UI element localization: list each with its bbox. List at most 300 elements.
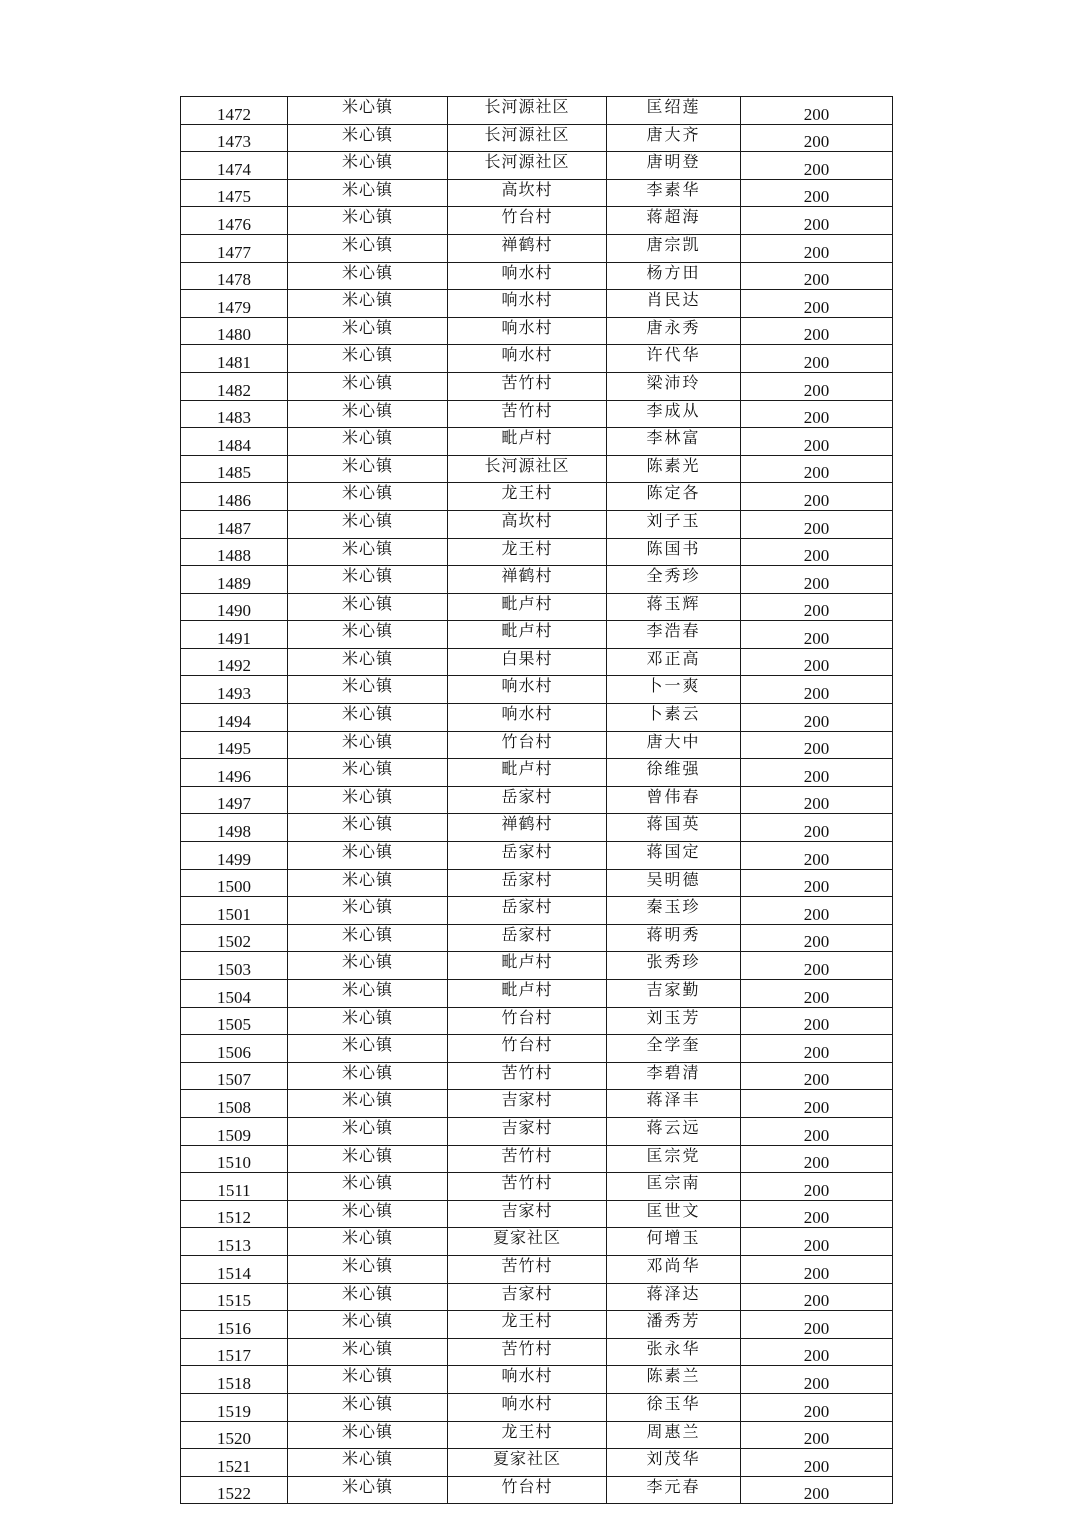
table-row xyxy=(181,1117,893,1145)
serial-number-cell: 1483 xyxy=(181,400,288,428)
amount-cell: 200 xyxy=(741,124,893,152)
village-cell: 苦竹村 xyxy=(448,372,607,400)
table-row xyxy=(181,1090,893,1118)
town-cell: 米心镇 xyxy=(288,1117,448,1145)
person-name-cell: 唐宗凯 xyxy=(607,234,741,262)
village-cell: 苦竹村 xyxy=(448,400,607,428)
village-cell: 夏家社区 xyxy=(448,1449,607,1477)
serial-number-cell: 1509 xyxy=(181,1117,288,1145)
village-cell: 竹台村 xyxy=(448,1476,607,1504)
amount-cell: 200 xyxy=(741,1007,893,1035)
town-cell: 米心镇 xyxy=(288,814,448,842)
amount-cell: 200 xyxy=(741,1338,893,1366)
amount-cell: 200 xyxy=(741,428,893,456)
table-row xyxy=(181,648,893,676)
village-cell: 龙王村 xyxy=(448,483,607,511)
table-row xyxy=(181,538,893,566)
person-name-cell: 匡世文 xyxy=(607,1200,741,1228)
person-name-cell: 刘玉芳 xyxy=(607,1007,741,1035)
town-cell: 米心镇 xyxy=(288,538,448,566)
town-cell: 米心镇 xyxy=(288,621,448,649)
village-cell: 白果村 xyxy=(448,648,607,676)
amount-cell: 200 xyxy=(741,1366,893,1394)
village-cell: 响水村 xyxy=(448,262,607,290)
person-name-cell: 李林富 xyxy=(607,428,741,456)
person-name-cell: 周惠兰 xyxy=(607,1421,741,1449)
table-row xyxy=(181,1283,893,1311)
serial-number-cell: 1508 xyxy=(181,1090,288,1118)
table-row xyxy=(181,345,893,373)
table-row xyxy=(181,1145,893,1173)
serial-number-cell: 1522 xyxy=(181,1476,288,1504)
town-cell: 米心镇 xyxy=(288,1007,448,1035)
amount-cell: 200 xyxy=(741,1476,893,1504)
village-cell: 响水村 xyxy=(448,345,607,373)
serial-number-cell: 1493 xyxy=(181,676,288,704)
serial-number-cell: 1521 xyxy=(181,1449,288,1477)
village-cell: 毗卢村 xyxy=(448,593,607,621)
table-row xyxy=(181,428,893,456)
amount-cell: 200 xyxy=(741,1228,893,1256)
town-cell: 米心镇 xyxy=(288,1090,448,1118)
table-row xyxy=(181,1449,893,1477)
table-row xyxy=(181,1173,893,1201)
serial-number-cell: 1479 xyxy=(181,290,288,318)
amount-cell: 200 xyxy=(741,676,893,704)
serial-number-cell: 1503 xyxy=(181,952,288,980)
table-row xyxy=(181,924,893,952)
table-row xyxy=(181,152,893,180)
amount-cell: 200 xyxy=(741,1283,893,1311)
table-row xyxy=(181,1035,893,1063)
amount-cell: 200 xyxy=(741,262,893,290)
amount-cell: 200 xyxy=(741,400,893,428)
village-cell: 龙王村 xyxy=(448,1421,607,1449)
village-cell: 竹台村 xyxy=(448,1035,607,1063)
serial-number-cell: 1497 xyxy=(181,786,288,814)
village-cell: 龙王村 xyxy=(448,538,607,566)
person-name-cell: 蒋明秀 xyxy=(607,924,741,952)
serial-number-cell: 1480 xyxy=(181,317,288,345)
town-cell: 米心镇 xyxy=(288,1145,448,1173)
town-cell: 米心镇 xyxy=(288,1338,448,1366)
person-name-cell: 唐永秀 xyxy=(607,317,741,345)
village-cell: 响水村 xyxy=(448,1393,607,1421)
serial-number-cell: 1498 xyxy=(181,814,288,842)
table-row xyxy=(181,897,893,925)
serial-number-cell: 1504 xyxy=(181,980,288,1008)
table-row xyxy=(181,842,893,870)
serial-number-cell: 1502 xyxy=(181,924,288,952)
table-row xyxy=(181,1200,893,1228)
serial-number-cell: 1500 xyxy=(181,869,288,897)
town-cell: 米心镇 xyxy=(288,980,448,1008)
amount-cell: 200 xyxy=(741,152,893,180)
town-cell: 米心镇 xyxy=(288,483,448,511)
village-cell: 竹台村 xyxy=(448,731,607,759)
table-row xyxy=(181,1062,893,1090)
town-cell: 米心镇 xyxy=(288,97,448,125)
amount-cell: 200 xyxy=(741,372,893,400)
person-name-cell: 蒋超海 xyxy=(607,207,741,235)
town-cell: 米心镇 xyxy=(288,676,448,704)
table-row xyxy=(181,593,893,621)
town-cell: 米心镇 xyxy=(288,704,448,732)
table-row xyxy=(181,455,893,483)
serial-number-cell: 1511 xyxy=(181,1173,288,1201)
table-row xyxy=(181,207,893,235)
town-cell: 米心镇 xyxy=(288,1311,448,1339)
amount-cell: 200 xyxy=(741,1393,893,1421)
table-row xyxy=(181,731,893,759)
serial-number-cell: 1487 xyxy=(181,510,288,538)
town-cell: 米心镇 xyxy=(288,1255,448,1283)
table-row xyxy=(181,621,893,649)
amount-cell: 200 xyxy=(741,538,893,566)
serial-number-cell: 1518 xyxy=(181,1366,288,1394)
subsidy-list-sheet xyxy=(180,96,892,1504)
serial-number-cell: 1516 xyxy=(181,1311,288,1339)
person-name-cell: 蒋玉辉 xyxy=(607,593,741,621)
village-cell: 长河源社区 xyxy=(448,455,607,483)
serial-number-cell: 1491 xyxy=(181,621,288,649)
amount-cell: 200 xyxy=(741,869,893,897)
table-row xyxy=(181,1366,893,1394)
serial-number-cell: 1513 xyxy=(181,1228,288,1256)
amount-cell: 200 xyxy=(741,510,893,538)
person-name-cell: 许代华 xyxy=(607,345,741,373)
amount-cell: 200 xyxy=(741,980,893,1008)
town-cell: 米心镇 xyxy=(288,317,448,345)
town-cell: 米心镇 xyxy=(288,455,448,483)
serial-number-cell: 1489 xyxy=(181,566,288,594)
table-row xyxy=(181,952,893,980)
amount-cell: 200 xyxy=(741,952,893,980)
person-name-cell: 秦玉珍 xyxy=(607,897,741,925)
table-row xyxy=(181,1228,893,1256)
village-cell: 岳家村 xyxy=(448,869,607,897)
recipient-table xyxy=(180,96,893,1504)
person-name-cell: 潘秀芳 xyxy=(607,1311,741,1339)
village-cell: 苦竹村 xyxy=(448,1338,607,1366)
serial-number-cell: 1492 xyxy=(181,648,288,676)
serial-number-cell: 1482 xyxy=(181,372,288,400)
serial-number-cell: 1515 xyxy=(181,1283,288,1311)
town-cell: 米心镇 xyxy=(288,731,448,759)
amount-cell: 200 xyxy=(741,1311,893,1339)
serial-number-cell: 1496 xyxy=(181,759,288,787)
serial-number-cell: 1506 xyxy=(181,1035,288,1063)
amount-cell: 200 xyxy=(741,1255,893,1283)
table-row xyxy=(181,234,893,262)
person-name-cell: 吴明德 xyxy=(607,869,741,897)
person-name-cell: 徐玉华 xyxy=(607,1393,741,1421)
person-name-cell: 肖民达 xyxy=(607,290,741,318)
person-name-cell: 杨方田 xyxy=(607,262,741,290)
serial-number-cell: 1478 xyxy=(181,262,288,290)
serial-number-cell: 1505 xyxy=(181,1007,288,1035)
serial-number-cell: 1486 xyxy=(181,483,288,511)
village-cell: 竹台村 xyxy=(448,207,607,235)
village-cell: 高坎村 xyxy=(448,179,607,207)
person-name-cell: 匡宗党 xyxy=(607,1145,741,1173)
amount-cell: 200 xyxy=(741,207,893,235)
town-cell: 米心镇 xyxy=(288,897,448,925)
town-cell: 米心镇 xyxy=(288,566,448,594)
person-name-cell: 李成从 xyxy=(607,400,741,428)
serial-number-cell: 1488 xyxy=(181,538,288,566)
person-name-cell: 蒋云远 xyxy=(607,1117,741,1145)
table-row xyxy=(181,704,893,732)
serial-number-cell: 1501 xyxy=(181,897,288,925)
table-row xyxy=(181,1338,893,1366)
person-name-cell: 陈素兰 xyxy=(607,1366,741,1394)
amount-cell: 200 xyxy=(741,483,893,511)
serial-number-cell: 1490 xyxy=(181,593,288,621)
town-cell: 米心镇 xyxy=(288,1035,448,1063)
person-name-cell: 李素华 xyxy=(607,179,741,207)
town-cell: 米心镇 xyxy=(288,1200,448,1228)
amount-cell: 200 xyxy=(741,897,893,925)
table-row xyxy=(181,1421,893,1449)
village-cell: 岳家村 xyxy=(448,786,607,814)
town-cell: 米心镇 xyxy=(288,759,448,787)
serial-number-cell: 1473 xyxy=(181,124,288,152)
village-cell: 岳家村 xyxy=(448,897,607,925)
village-cell: 禅鹤村 xyxy=(448,234,607,262)
town-cell: 米心镇 xyxy=(288,1366,448,1394)
village-cell: 长河源社区 xyxy=(448,124,607,152)
table-row xyxy=(181,290,893,318)
village-cell: 响水村 xyxy=(448,704,607,732)
amount-cell: 200 xyxy=(741,924,893,952)
town-cell: 米心镇 xyxy=(288,1449,448,1477)
person-name-cell: 曾伟春 xyxy=(607,786,741,814)
person-name-cell: 匡绍莲 xyxy=(607,97,741,125)
amount-cell: 200 xyxy=(741,731,893,759)
person-name-cell: 唐大齐 xyxy=(607,124,741,152)
town-cell: 米心镇 xyxy=(288,1062,448,1090)
serial-number-cell: 1514 xyxy=(181,1255,288,1283)
person-name-cell: 蒋国定 xyxy=(607,842,741,870)
village-cell: 响水村 xyxy=(448,317,607,345)
town-cell: 米心镇 xyxy=(288,869,448,897)
serial-number-cell: 1499 xyxy=(181,842,288,870)
table-row xyxy=(181,1007,893,1035)
serial-number-cell: 1510 xyxy=(181,1145,288,1173)
person-name-cell: 陈定各 xyxy=(607,483,741,511)
table-row xyxy=(181,814,893,842)
amount-cell: 200 xyxy=(741,1117,893,1145)
town-cell: 米心镇 xyxy=(288,1421,448,1449)
town-cell: 米心镇 xyxy=(288,290,448,318)
serial-number-cell: 1474 xyxy=(181,152,288,180)
town-cell: 米心镇 xyxy=(288,1476,448,1504)
person-name-cell: 蒋泽丰 xyxy=(607,1090,741,1118)
serial-number-cell: 1475 xyxy=(181,179,288,207)
table-row xyxy=(181,759,893,787)
village-cell: 竹台村 xyxy=(448,1007,607,1035)
table-body xyxy=(181,97,893,1504)
amount-cell: 200 xyxy=(741,759,893,787)
town-cell: 米心镇 xyxy=(288,262,448,290)
village-cell: 苦竹村 xyxy=(448,1173,607,1201)
village-cell: 毗卢村 xyxy=(448,621,607,649)
amount-cell: 200 xyxy=(741,814,893,842)
town-cell: 米心镇 xyxy=(288,234,448,262)
village-cell: 吉家村 xyxy=(448,1117,607,1145)
town-cell: 米心镇 xyxy=(288,207,448,235)
person-name-cell: 卜一爽 xyxy=(607,676,741,704)
person-name-cell: 刘子玉 xyxy=(607,510,741,538)
amount-cell: 200 xyxy=(741,786,893,814)
person-name-cell: 唐明登 xyxy=(607,152,741,180)
person-name-cell: 梁沛玲 xyxy=(607,372,741,400)
person-name-cell: 何增玉 xyxy=(607,1228,741,1256)
village-cell: 响水村 xyxy=(448,290,607,318)
person-name-cell: 李浩春 xyxy=(607,621,741,649)
person-name-cell: 李元春 xyxy=(607,1476,741,1504)
person-name-cell: 李碧清 xyxy=(607,1062,741,1090)
person-name-cell: 吉家勤 xyxy=(607,980,741,1008)
town-cell: 米心镇 xyxy=(288,345,448,373)
person-name-cell: 唐大中 xyxy=(607,731,741,759)
serial-number-cell: 1484 xyxy=(181,428,288,456)
person-name-cell: 陈国书 xyxy=(607,538,741,566)
table-row xyxy=(181,483,893,511)
table-row xyxy=(181,980,893,1008)
amount-cell: 200 xyxy=(741,704,893,732)
table-row xyxy=(181,97,893,125)
town-cell: 米心镇 xyxy=(288,952,448,980)
village-cell: 禅鹤村 xyxy=(448,814,607,842)
table-row xyxy=(181,510,893,538)
amount-cell: 200 xyxy=(741,290,893,318)
person-name-cell: 张永华 xyxy=(607,1338,741,1366)
village-cell: 长河源社区 xyxy=(448,97,607,125)
serial-number-cell: 1507 xyxy=(181,1062,288,1090)
amount-cell: 200 xyxy=(741,621,893,649)
village-cell: 吉家村 xyxy=(448,1283,607,1311)
serial-number-cell: 1519 xyxy=(181,1393,288,1421)
town-cell: 米心镇 xyxy=(288,428,448,456)
town-cell: 米心镇 xyxy=(288,924,448,952)
table-row xyxy=(181,566,893,594)
person-name-cell: 全学奎 xyxy=(607,1035,741,1063)
table-row xyxy=(181,372,893,400)
amount-cell: 200 xyxy=(741,179,893,207)
town-cell: 米心镇 xyxy=(288,1283,448,1311)
town-cell: 米心镇 xyxy=(288,842,448,870)
person-name-cell: 全秀珍 xyxy=(607,566,741,594)
amount-cell: 200 xyxy=(741,317,893,345)
person-name-cell: 卜素云 xyxy=(607,704,741,732)
serial-number-cell: 1494 xyxy=(181,704,288,732)
person-name-cell: 邓尚华 xyxy=(607,1255,741,1283)
amount-cell: 200 xyxy=(741,842,893,870)
village-cell: 岳家村 xyxy=(448,842,607,870)
amount-cell: 200 xyxy=(741,566,893,594)
table-row xyxy=(181,124,893,152)
serial-number-cell: 1472 xyxy=(181,97,288,125)
table-row xyxy=(181,1476,893,1504)
table-row xyxy=(181,1311,893,1339)
amount-cell: 200 xyxy=(741,234,893,262)
town-cell: 米心镇 xyxy=(288,179,448,207)
amount-cell: 200 xyxy=(741,648,893,676)
person-name-cell: 邓正高 xyxy=(607,648,741,676)
village-cell: 岳家村 xyxy=(448,924,607,952)
amount-cell: 200 xyxy=(741,1145,893,1173)
serial-number-cell: 1477 xyxy=(181,234,288,262)
amount-cell: 200 xyxy=(741,1200,893,1228)
amount-cell: 200 xyxy=(741,1035,893,1063)
table-row xyxy=(181,262,893,290)
village-cell: 长河源社区 xyxy=(448,152,607,180)
table-row xyxy=(181,786,893,814)
village-cell: 苦竹村 xyxy=(448,1145,607,1173)
village-cell: 夏家社区 xyxy=(448,1228,607,1256)
village-cell: 苦竹村 xyxy=(448,1255,607,1283)
town-cell: 米心镇 xyxy=(288,510,448,538)
amount-cell: 200 xyxy=(741,1421,893,1449)
amount-cell: 200 xyxy=(741,345,893,373)
table-row xyxy=(181,676,893,704)
serial-number-cell: 1517 xyxy=(181,1338,288,1366)
town-cell: 米心镇 xyxy=(288,786,448,814)
town-cell: 米心镇 xyxy=(288,1173,448,1201)
town-cell: 米心镇 xyxy=(288,152,448,180)
village-cell: 毗卢村 xyxy=(448,952,607,980)
table-row xyxy=(181,179,893,207)
amount-cell: 200 xyxy=(741,455,893,483)
serial-number-cell: 1476 xyxy=(181,207,288,235)
amount-cell: 200 xyxy=(741,1090,893,1118)
town-cell: 米心镇 xyxy=(288,593,448,621)
serial-number-cell: 1512 xyxy=(181,1200,288,1228)
town-cell: 米心镇 xyxy=(288,372,448,400)
person-name-cell: 陈素光 xyxy=(607,455,741,483)
village-cell: 响水村 xyxy=(448,676,607,704)
table-row xyxy=(181,400,893,428)
serial-number-cell: 1520 xyxy=(181,1421,288,1449)
amount-cell: 200 xyxy=(741,1062,893,1090)
person-name-cell: 蒋国英 xyxy=(607,814,741,842)
person-name-cell: 匡宗南 xyxy=(607,1173,741,1201)
town-cell: 米心镇 xyxy=(288,1393,448,1421)
table-row xyxy=(181,1255,893,1283)
village-cell: 吉家村 xyxy=(448,1090,607,1118)
village-cell: 响水村 xyxy=(448,1366,607,1394)
village-cell: 苦竹村 xyxy=(448,1062,607,1090)
village-cell: 毗卢村 xyxy=(448,428,607,456)
serial-number-cell: 1485 xyxy=(181,455,288,483)
serial-number-cell: 1495 xyxy=(181,731,288,759)
person-name-cell: 刘茂华 xyxy=(607,1449,741,1477)
amount-cell: 200 xyxy=(741,593,893,621)
amount-cell: 200 xyxy=(741,1449,893,1477)
person-name-cell: 张秀珍 xyxy=(607,952,741,980)
table-row xyxy=(181,1393,893,1421)
village-cell: 毗卢村 xyxy=(448,980,607,1008)
town-cell: 米心镇 xyxy=(288,648,448,676)
amount-cell: 200 xyxy=(741,1173,893,1201)
town-cell: 米心镇 xyxy=(288,1228,448,1256)
person-name-cell: 蒋泽达 xyxy=(607,1283,741,1311)
table-row xyxy=(181,869,893,897)
village-cell: 禅鹤村 xyxy=(448,566,607,594)
table-row xyxy=(181,317,893,345)
